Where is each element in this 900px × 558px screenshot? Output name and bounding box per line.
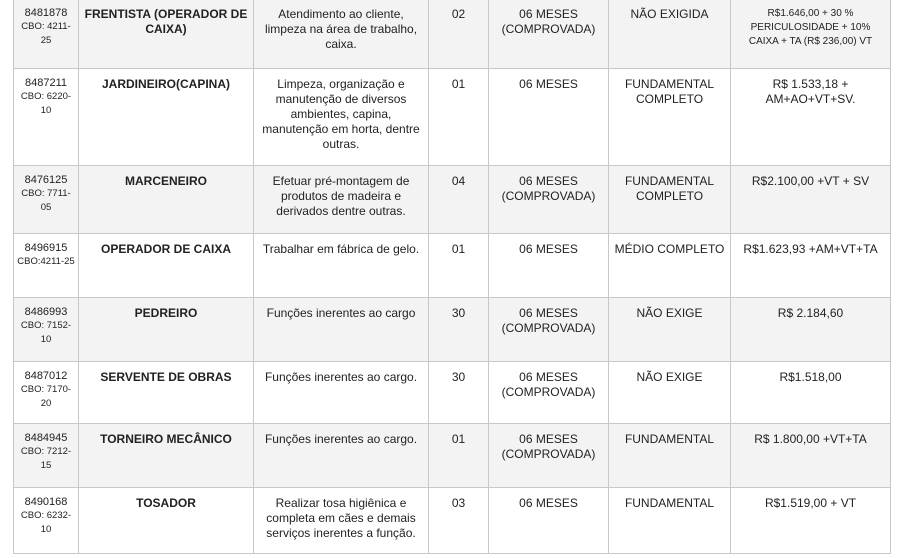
vacancy-code-cell: 8496915 CBO:4211-25	[14, 234, 79, 298]
vacancy-code-cell: 8481878 CBO: 4211-25	[14, 0, 79, 69]
salary-cell: R$ 1.800,00 +VT+TA	[731, 424, 891, 488]
salary-cell: R$ 1.533,18 + AM+AO+VT+SV.	[731, 69, 891, 166]
openings-cell: 01	[429, 234, 489, 298]
job-duties-cell: Efetuar pré-montagem de produtos de madeira e derivados dentre outras.	[254, 166, 429, 234]
job-title-cell: PEDREIRO	[79, 298, 254, 362]
job-duties-cell: Realizar tosa higiênica e completa em cães e demais serviços inerentes a função.	[254, 488, 429, 554]
openings-cell: 02	[429, 0, 489, 69]
job-title-cell: SERVENTE DE OBRAS	[79, 362, 254, 424]
education-cell: NÃO EXIGE	[609, 362, 731, 424]
education-cell: FUNDAMENTAL	[609, 424, 731, 488]
job-duties-cell: Atendimento ao cliente, limpeza na área de trabalho, caixa.	[254, 0, 429, 69]
education-cell: NÃO EXIGIDA	[609, 0, 731, 69]
education-cell: FUNDAMENTAL COMPLETO	[609, 166, 731, 234]
job-vacancies-table	[13, 0, 891, 554]
table-row	[14, 0, 891, 69]
openings-cell: 30	[429, 298, 489, 362]
openings-cell: 01	[429, 424, 489, 488]
experience-cell: 06 MESES	[489, 234, 609, 298]
experience-cell: 06 MESES (COMPROVADA)	[489, 298, 609, 362]
job-duties-cell: Limpeza, organização e manutenção de diversos ambientes, capina, manutenção em horta, dentre outras.	[254, 69, 429, 166]
salary-cell: R$1.623,93 +AM+VT+TA	[731, 234, 891, 298]
salary-cell: R$2.100,00 +VT + SV	[731, 166, 891, 234]
openings-cell: 30	[429, 362, 489, 424]
salary-cell: R$1.518,00	[731, 362, 891, 424]
experience-cell: 06 MESES (COMPROVADA)	[489, 424, 609, 488]
table-row	[14, 166, 891, 234]
vacancy-code-cell: 8486993 CBO: 7152-10	[14, 298, 79, 362]
education-cell: FUNDAMENTAL COMPLETO	[609, 69, 731, 166]
job-title-cell: TOSADOR	[79, 488, 254, 554]
openings-cell: 03	[429, 488, 489, 554]
job-title-cell: JARDINEIRO(CAPINA)	[79, 69, 254, 166]
table-row	[14, 488, 891, 554]
job-title-cell: OPERADOR DE CAIXA	[79, 234, 254, 298]
openings-cell: 04	[429, 166, 489, 234]
job-title-cell: TORNEIRO MECÂNICO	[79, 424, 254, 488]
salary-cell: R$1.519,00 + VT	[731, 488, 891, 554]
salary-cell: R$1.646,00 + 30 % PERICULOSIDADE + 10% CAIXA + TA (R$ 236,00) VT	[731, 0, 891, 69]
job-duties-cell: Funções inerentes ao cargo	[254, 298, 429, 362]
table-row	[14, 234, 891, 298]
table-row	[14, 362, 891, 424]
vacancy-code-cell: 8487012 CBO: 7170-20	[14, 362, 79, 424]
openings-cell: 01	[429, 69, 489, 166]
experience-cell: 06 MESES	[489, 488, 609, 554]
job-duties-cell: Funções inerentes ao cargo.	[254, 362, 429, 424]
job-title-cell: FRENTISTA (OPERADOR DE CAIXA)	[79, 0, 254, 69]
table-row	[14, 298, 891, 362]
job-title-cell: MARCENEIRO	[79, 166, 254, 234]
experience-cell: 06 MESES (COMPROVADA)	[489, 362, 609, 424]
experience-cell: 06 MESES (COMPROVADA)	[489, 0, 609, 69]
experience-cell: 06 MESES	[489, 69, 609, 166]
salary-cell: R$ 2.184,60	[731, 298, 891, 362]
table-row	[14, 424, 891, 488]
education-cell: MÉDIO COMPLETO	[609, 234, 731, 298]
job-duties-cell: Funções inerentes ao cargo.	[254, 424, 429, 488]
vacancy-code-cell: 8490168 CBO: 6232-10	[14, 488, 79, 554]
education-cell: NÃO EXIGE	[609, 298, 731, 362]
vacancy-code-cell: 8476125 CBO: 7711-05	[14, 166, 79, 234]
experience-cell: 06 MESES (COMPROVADA)	[489, 166, 609, 234]
table-row	[14, 69, 891, 166]
job-duties-cell: Trabalhar em fábrica de gelo.	[254, 234, 429, 298]
vacancy-code-cell: 8484945 CBO: 7212-15	[14, 424, 79, 488]
vacancy-code-cell: 8487211 CBO: 6220-10	[14, 69, 79, 166]
education-cell: FUNDAMENTAL	[609, 488, 731, 554]
